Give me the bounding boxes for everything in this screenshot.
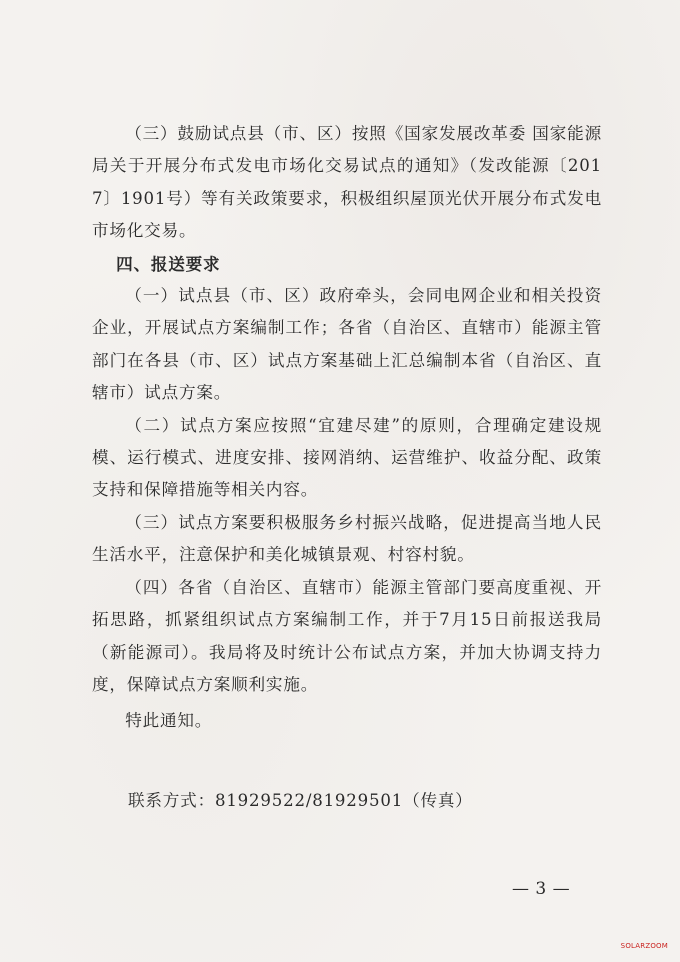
- closing-notice: 特此通知。: [125, 711, 213, 731]
- paragraph-item-four-submission-deadline: （四）各省（自治区、直辖市）能源主管部门要高度重视、开拓思路，抓紧组织试点方案编制工作，并于7月15日前报送我局（新能源司）。我局将及时统计公布试点方案，并加大协调支持力度，保障试点方案顺利实施。: [92, 577, 602, 694]
- paragraph-item-two-plan-contents: （二）试点方案应按照“宜建尽建”的原则，合理确定建设规模、运行模式、进度安排、接网消纳、运营维护、收益分配、政策支持和保障措施等相关内容。: [92, 415, 602, 500]
- paragraph-item-three-rural-revitalization: （三）试点方案要积极服务乡村振兴战略，促进提高当地人民生活水平，注意保护和美化城镇景观、村容村貌。: [92, 512, 602, 565]
- paragraph-item-three-market-trading: （三）鼓励试点县（市、区）按照《国家发展改革委 国家能源局关于开展分布式发电市场化交易试点的通知》（发改能源〔2017〕1901号）等有关政策要求，积极组织屋顶光伏开展分布式发电市场化交易。: [92, 124, 602, 241]
- paragraph-item-one-plan-compilation: （一）试点县（市、区）政府牵头，会同电网企业和相关投资企业，开展试点方案编制工作；各省（自治区、直辖市）能源主管部门在各县（市、区）试点方案基础上汇总编制本省（自治区、直辖市）试点方案。: [92, 286, 602, 403]
- section-heading-submission-requirements: 四、报送要求: [116, 253, 221, 274]
- page-number: — 3 —: [512, 879, 571, 899]
- document-body: [92, 118, 602, 738]
- contact-info: 联系方式：81929522/81929501（传真）: [128, 791, 473, 810]
- watermark: SOLARZOOM: [620, 942, 668, 950]
